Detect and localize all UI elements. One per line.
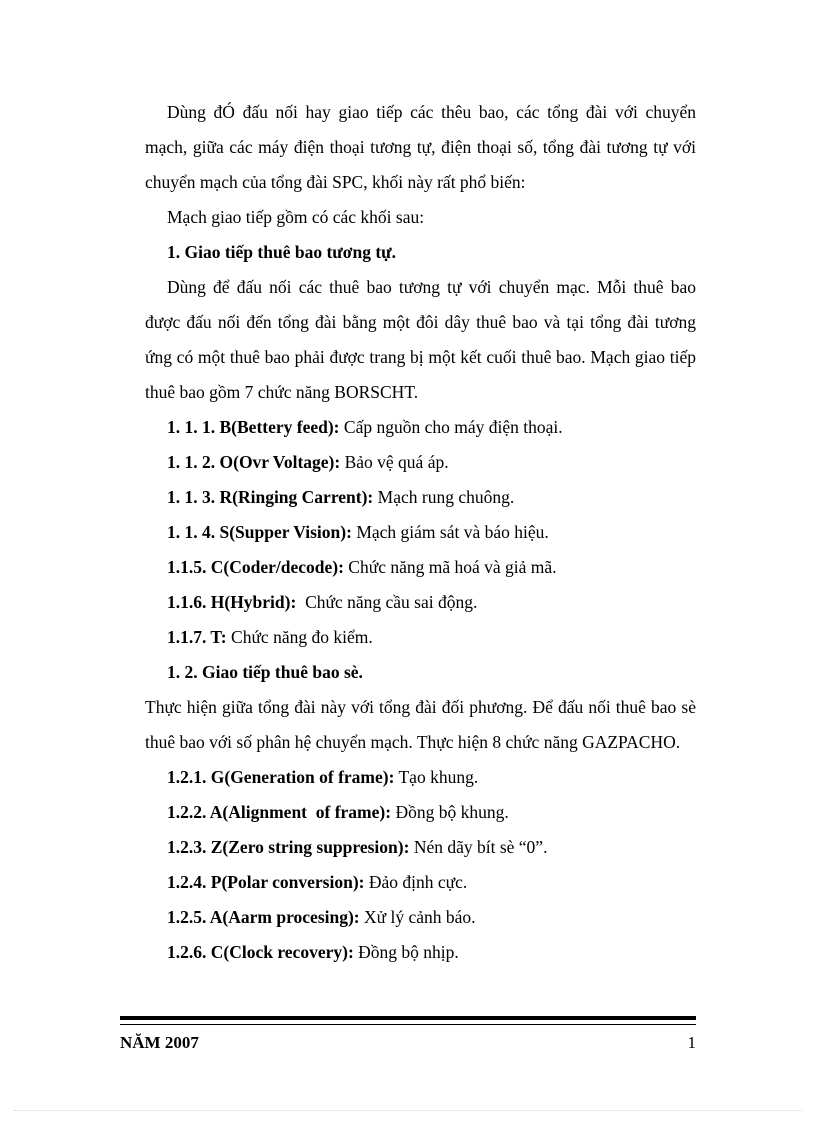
analog-description: Dùng để đấu nối các thuê bao tương tự với chuyển mạc. Mỗi thuê bao được đấu nối đến tổng đài bằng một đôi dây thuê bao và tại tổng đài tương ứng có một thuê bao phải được trang bị một kết cuối thuê bao. Mạch giao tiếp thuê bao gồm 7 chức năng BORSCHT. — [145, 277, 696, 402]
item-text: Tạo khung. — [394, 767, 479, 787]
item-text: Cấp nguồn cho máy điện thoại. — [339, 417, 563, 437]
list-item — [145, 585, 696, 620]
list-item — [145, 935, 696, 970]
blocks-intro-paragraph: Mạch giao tiếp gồm có các khối sau: — [167, 207, 425, 227]
digital-heading: 1. 2. Giao tiếp thuê bao sè. — [167, 662, 363, 682]
gazpacho-list — [145, 760, 696, 970]
item-text: Mạch rung chuông. — [373, 487, 515, 507]
item-text: Bảo vệ quá áp. — [340, 452, 449, 472]
page-number: 1 — [687, 1033, 696, 1052]
item-label: 1. 1. 3. R(Ringing Carrent): — [167, 487, 374, 507]
page-edge-divider — [14, 1110, 802, 1111]
list-item — [145, 480, 696, 515]
item-label: 1.2.4. P(Polar conversion): — [167, 872, 365, 892]
item-text: Nén dãy bít sè “0”. — [409, 837, 548, 857]
item-label: 1.2.1. G(Generation of frame): — [167, 767, 395, 787]
list-item — [145, 550, 696, 585]
list-item — [145, 620, 696, 655]
footer-rule-thin — [120, 1024, 696, 1025]
item-label: 1.1.7. T: — [167, 627, 227, 647]
item-label: 1.2.6. C(Clock recovery): — [167, 942, 354, 962]
item-text: Chức năng cầu sai động. — [296, 592, 478, 612]
list-item — [145, 865, 696, 900]
item-text: Đồng bộ khung. — [391, 802, 509, 822]
item-label: 1.2.2. A(Alignment of frame): — [167, 802, 392, 822]
list-item — [145, 445, 696, 480]
list-item — [145, 410, 696, 445]
item-text: Đảo định cực. — [364, 872, 468, 892]
item-text: Chức năng mã hoá và giả mã. — [343, 557, 557, 577]
digital-description: Thực hiện giữa tổng đài này với tổng đài đối phương. Để đấu nối thuê bao sè thuê bao với số phân hệ chuyển mạch. Thực hiện 8 chức năng GAZPACHO. — [145, 697, 696, 752]
borscht-list — [145, 410, 696, 655]
list-item — [145, 795, 696, 830]
item-label: 1.1.5. C(Coder/decode): — [167, 557, 344, 577]
item-label: 1. 1. 1. B(Bettery feed): — [167, 417, 340, 437]
item-label: 1. 1. 2. O(Ovr Voltage): — [167, 452, 341, 472]
analog-heading: 1. Giao tiếp thuê bao tương tự. — [167, 242, 397, 262]
item-label: 1. 1. 4. S(Supper Vision): — [167, 522, 352, 542]
item-text: Xử lý cảnh báo. — [359, 907, 476, 927]
item-label: 1.2.3. Z(Zero string suppresion): — [167, 837, 410, 857]
footer-rule — [120, 1016, 696, 1020]
intro-paragraph: Dùng đÓ đấu nối hay giao tiếp các thêu bao, các tổng đài với chuyển mạch, giữa các máy điện thoại tương tự, điện thoại số, tổng đài tương tự với chuyển mạch của tổng đài SPC, khối này rất phổ biến: — [145, 102, 696, 192]
footer-year: NĂM 2007 — [120, 1033, 199, 1052]
item-label: 1.2.5. A(Aarm procesing): — [167, 907, 360, 927]
list-item — [145, 900, 696, 935]
list-item — [145, 830, 696, 865]
list-item — [145, 760, 696, 795]
item-text: Đồng bộ nhịp. — [353, 942, 459, 962]
item-text: Chức năng đo kiểm. — [226, 627, 373, 647]
item-label: 1.1.6. H(Hybrid): — [167, 592, 297, 612]
item-text: Mạch giám sát và báo hiệu. — [351, 522, 549, 542]
list-item — [145, 515, 696, 550]
body-text — [145, 95, 696, 970]
